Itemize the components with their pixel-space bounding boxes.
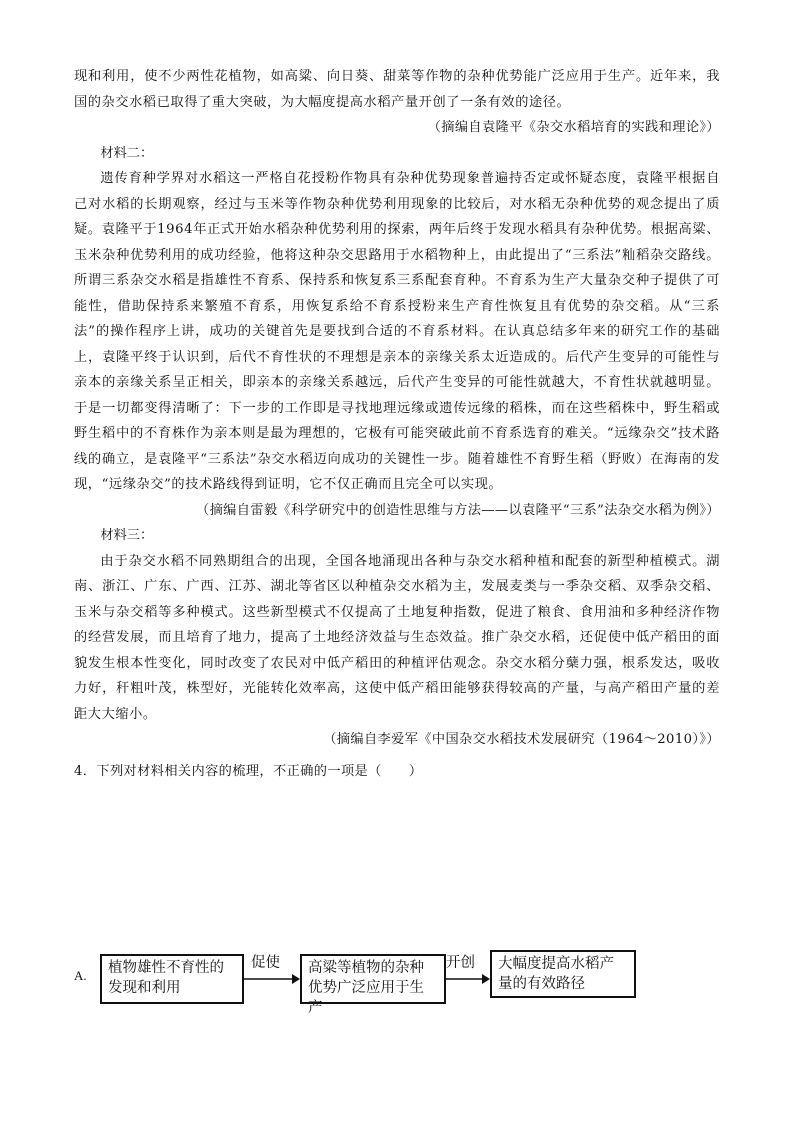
- arrow-right-icon: [244, 972, 300, 986]
- flow-box-2: 高粱等植物的杂种优势广泛应用于生产: [300, 954, 446, 1004]
- source-citation-3: （摘编自李爱军《中国杂交水稻技术发展研究（1964～2010）》）: [323, 732, 720, 747]
- flow-box-1: 植物雄性不育性的发现和利用: [100, 954, 244, 1004]
- paragraph-continued: 现和利用，使不少两性花植物，如高粱、向日葵、甜菜等作物的杂种优势能广泛应用于生产。近年来，我国的杂交水稻已取得了重大突破，为大幅度提高水稻产量开创了一条有效的途径。: [74, 69, 720, 110]
- source-citation-1: （摘编自袁隆平《杂交水稻培育的实践和理论》）: [427, 120, 720, 135]
- option-a-letter: A.: [74, 968, 87, 983]
- material-3-text: 由于杂交水稻不同熟期组合的出现，全国各地涌现出各种与杂交水稻种植和配套的新型种植模式。湖南、浙江、广东、广西、江苏、湖北等省区以种植杂交水稻为主，发展麦类与一季杂交稻、双季杂交稻、玉米与杂交稻等多种模式。这些新型模式不仅提高了土地复种指数，促进了粮食、食用油和多种经济作物的经营发展，而且培育了地力，提高了土地经济效益与生态效益。推广杂交水稻，还促使中低产稻田的面貌发生根本性变化，同时改变了农民对中低产稻田的种植评估观念。杂交水稻分蘖力强，根系发达，吸收力好，秆粗叶茂，株型好，光能转化效率高，这使中低产稻田能够获得较高的产量，与高产稻田产量的差距大大缩小。: [74, 553, 720, 722]
- question-4: 4．下列对材料相关内容的梳理，不正确的一项是（ ）: [74, 763, 423, 779]
- material-2-label: 材料二：: [100, 145, 154, 161]
- document-body: [74, 64, 720, 784]
- option-a-flowchart: [74, 950, 720, 1016]
- source-citation-2: （摘编自雷毅《科学研究中的创造性思维与方法——以袁隆平“三系”法杂交水稻为例》）: [195, 502, 720, 518]
- arrow-label-1: 促使: [251, 955, 280, 971]
- material-3-label: 材料三：: [100, 528, 154, 543]
- arrow-label-2: 开创: [446, 955, 475, 971]
- arrow-right-icon: [446, 972, 490, 986]
- flow-box-3: 大幅度提高水稻产量的有效路径: [490, 950, 636, 998]
- material-2-text: 遗传育种学界对水稻这一严格自花授粉作物具有杂种优势现象普遍持否定或怀疑态度，袁隆平根据自己对水稻的长期观察，经过与玉米等作物杂种优势利用现象的比较后，对水稻无杂种优势的观念提出了质疑。袁隆平于1964年正式开始水稻杂种优势利用的探索，两年后终于发现水稻具有杂种优势。根据高粱、玉米杂种优势利用的成功经验，他将这种杂交思路用于水稻物种上，由此提出了“三系法”籼稻杂交路线。所谓三系杂交水稻是指雄性不育系、保持系和恢复系三系配套育种。不育系为生产大量杂交种子提供了可能性，借助保持系来繁殖不育系，用恢复系给不育系授粉来生产育性恢复且有优势的杂交稻。从“三系法”的操作程序上讲，成功的关键首先是要找到合适的不育系材料。在认真总结多年来的研究工作的基础上，袁隆平终于认识到，后代不育性状的不理想是亲本的亲缘关系太近造成的。后代产生变异的可能性与亲本的亲缘关系呈正相关，即亲本的亲缘关系越远，后代产生变异的可能性就越大，不育性状就越明显。于是一切都变得清晰了：下一步的工作即是寻找地理远缘或遗传远缘的稻株，而在这些稻株中，野生稻或野生稻中的不育株作为亲本则是最为理想的，它极有可能突破此前不育系选育的难关。“远缘杂交”技术路线的确立，是袁隆平“三系法”杂交水稻迈向成功的关键性一步。随着雄性不育野生稻（野败）在海南的发现，“远缘杂交”的技术路线得到证明，它不仅正确而且完全可以实现。: [74, 171, 720, 492]
